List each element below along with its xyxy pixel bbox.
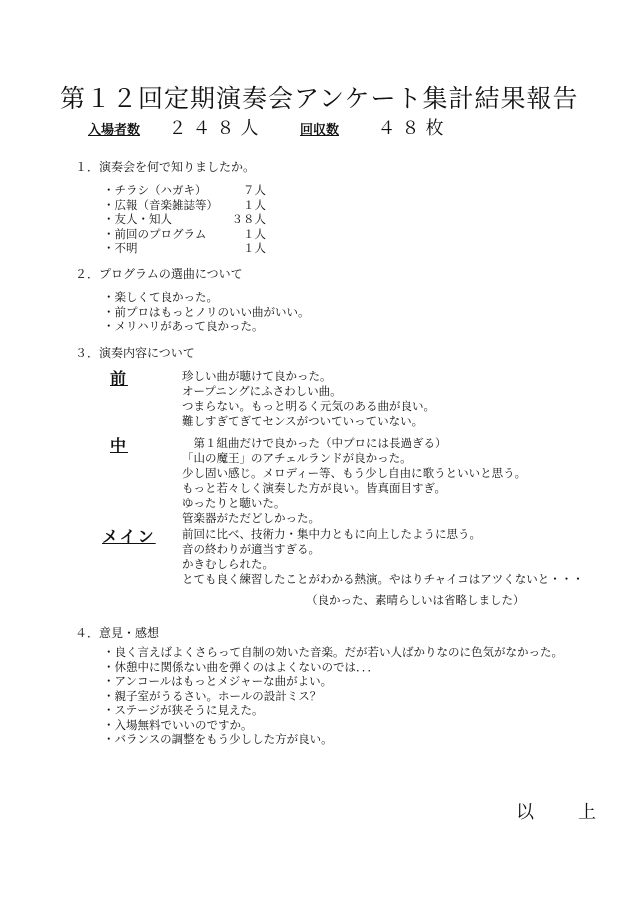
q2-item: ・前プロはもっとノリのいい曲がいい。 (103, 304, 310, 319)
q3-comment: つまらない。もっと明るく元気のある曲が良い。 (182, 399, 435, 413)
q3-comment: ゆったりと聴いた。 (182, 496, 286, 510)
q3-comment: 前回に比べ、技術力・集中力ともに向上したように思う。 (182, 527, 481, 541)
q3-comment: 珍しい曲が聴けて良かった。 (182, 369, 332, 383)
q1-count: １人 (243, 197, 266, 212)
q3-comment: 「山の魔王」のアチェルランドが良かった。 (182, 451, 412, 465)
q4-list (103, 645, 563, 747)
q3-comment: オープニングにふさわしい曲。 (182, 384, 342, 398)
q2-heading: ２．プログラムの選曲について (75, 267, 243, 281)
q3-comment: 難しすぎてぎてセンスがついていっていない。 (182, 414, 424, 428)
document-title: 第１２回定期演奏会アンケート集計結果報告 (60, 84, 579, 113)
q4-item: ・バランスの調整をもう少しした方が良い。 (103, 732, 333, 746)
q3-comment: 音の終わりが適当すぎる。 (182, 542, 320, 556)
attendance-value: ２４８人 (168, 118, 265, 139)
q3-comment: とても良く練習したことがわかる熱演。やはりチャイコはアツくないと・・・ (182, 572, 584, 586)
q1-count: １人 (243, 226, 266, 241)
q3-group-main (182, 527, 584, 587)
q3-group-middle (182, 436, 526, 526)
q1-count: ３８人 (231, 212, 266, 226)
q3-comment: かきむしられた。 (182, 557, 274, 571)
q1-item: ・友人・知人 (103, 212, 172, 226)
collected-label: 回収数 (300, 123, 340, 138)
q2-item: ・楽しくて良かった。 (103, 290, 218, 304)
q1-count: ７人 (243, 183, 266, 197)
q4-item: ・アンコールはもっとメジャーな曲がよい。 (103, 674, 333, 688)
q3-group-label-middle: 中 (110, 436, 129, 455)
q3-group-label-front: 前 (110, 369, 129, 388)
q3-comment: 少し固い感じ。メロディー等、もう少し自由に歌うといいと思う。 (182, 466, 527, 480)
q4-item: ・入場無料でいいのですか。 (103, 717, 253, 732)
q2-list (103, 290, 310, 334)
q4-item: ・ステージが狭そうに見えた。 (103, 703, 264, 717)
collected-stat (300, 114, 450, 140)
q3-group-front (182, 369, 435, 429)
attendance-label: 入場者数 (88, 123, 141, 138)
q1-heading: １．演奏会を何で知りましたか。 (75, 160, 256, 174)
q1-item: ・前回のプログラム (103, 226, 207, 241)
q3-heading: ３．演奏内容について (75, 346, 195, 360)
q3-comment: 第１組曲だけで良かった（中プロには長過ぎる） (182, 436, 447, 450)
q4-heading: ４．意見・感想 (75, 626, 160, 640)
q1-counts (228, 183, 266, 256)
q1-list (103, 183, 218, 256)
closing-left: 以 (516, 802, 536, 823)
q1-item: ・不明 (103, 241, 138, 255)
q4-item: ・親子室がうるさい。ホールの設計ミス？ (103, 688, 322, 703)
q2-item: ・メリハリがあって良かった。 (103, 319, 264, 333)
q3-comment: もっと若々しく演奏した方が良い。皆真面目すぎ。 (182, 481, 447, 495)
closing-right: 上 (578, 802, 598, 823)
q3-comment: 管楽器がただどしかった。 (182, 511, 320, 525)
q3-group-label-main: メイン (102, 527, 156, 546)
q1-count: １人 (243, 241, 266, 255)
q4-item: ・良く言えばよくさらって自制の効いた音楽。だが若い人ばかりなのに色気がなかった。 (103, 645, 563, 659)
q4-item: ・休憩中に関係ない曲を弾くのはよくないのでは．．． (103, 659, 379, 674)
q1-item: ・広報（音楽雑誌等） (103, 197, 218, 212)
q3-note: （良かった、素晴らしいは省略しました） (306, 593, 525, 607)
attendance-stat (88, 114, 265, 140)
q1-item: ・チラシ（ハガキ） (103, 183, 207, 197)
collected-value: ４８枚 (377, 118, 450, 139)
